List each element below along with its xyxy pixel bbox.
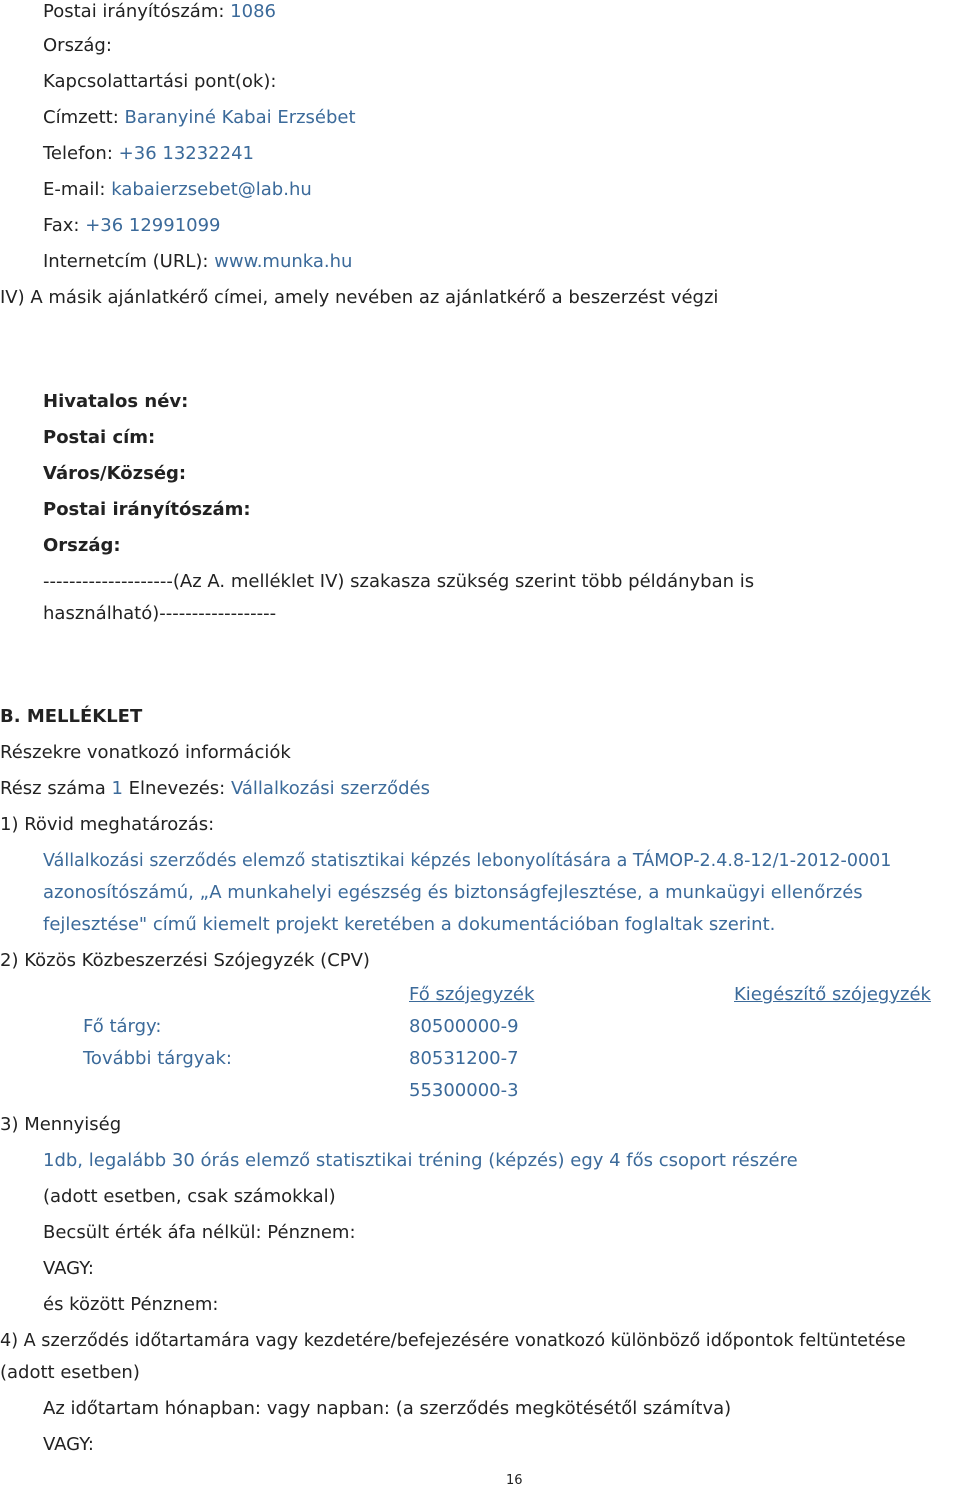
main-object-code: 80500000-9 [409, 1016, 519, 1037]
short-desc-label: 1) Rövid meghatározás: [0, 814, 215, 835]
section-note-line1: --------------------(Az A. melléklet IV) szakasza szükség szerint több példányban is [43, 571, 755, 592]
short-desc-line: fejlesztése" című kiemelt projekt keretében a dokumentációban foglaltak szerint. [43, 914, 776, 935]
duration-months-line: Az időtartam hónapban: vagy napban: (a szerződés megkötésétől számítva) [43, 1398, 732, 1419]
part-number-value: 1 [111, 778, 123, 799]
duration-heading-line1: 4) A szerződés időtartamára vagy kezdetére/befejezésére vonatkozó különböző időpontok feltüntetése [0, 1331, 906, 1351]
page-number: 16 [506, 1473, 523, 1488]
email-line: E-mail: kabaierzsebet@lab.hu [43, 179, 312, 200]
short-desc-line: azonosítószámú, „A munkahelyi egészség és biztonságfejlesztése, a munkaügyi ellenőrzés [43, 882, 863, 903]
official-name-label: Hivatalos név: [43, 391, 189, 412]
cpv-main-header: Fő szójegyzék [409, 984, 535, 1005]
addressee-line: Címzett: Baranyiné Kabai Erzsébet [43, 107, 356, 128]
country-label: Ország: [43, 535, 121, 556]
short-desc-line: Vállalkozási szerződés elemző statisztikai képzés lebonyolítására a TÁMOP-2.4.8-12/1-2012-0001 [43, 851, 892, 871]
country-line: Ország: [43, 35, 112, 56]
section-iv-heading: IV) A másik ajánlatkérő címei, amely nevében az ajánlatkérő a beszerzést végzi [0, 287, 719, 308]
duration-heading-line2: (adott esetben) [0, 1362, 140, 1383]
cpv-supp-header: Kiegészítő szójegyzék [734, 984, 931, 1005]
url-link[interactable]: www.munka.hu [214, 251, 353, 272]
contact-points-line: Kapcsolattartási pont(ok): [43, 71, 277, 92]
fax-line: Fax: +36 12991099 [43, 215, 221, 236]
or-label: VAGY: [43, 1258, 94, 1279]
additional-code: 80531200-7 [409, 1048, 519, 1069]
or-label: VAGY: [43, 1434, 94, 1455]
phone-line: Telefon: +36 13232241 [43, 143, 254, 164]
part-name-value: Vállalkozási szerződés [230, 778, 430, 799]
addressee-value: Baranyiné Kabai Erzsébet [124, 107, 356, 128]
postal-code-value: 1086 [230, 1, 276, 22]
postal-address-label: Postai cím: [43, 427, 156, 448]
additional-objects-label: További tárgyak: [83, 1048, 232, 1069]
url-line: Internetcím (URL): www.munka.hu [43, 251, 353, 272]
phone-value: +36 13232241 [118, 143, 254, 164]
quantity-value: 1db, legalább 30 órás elemző statisztikai tréning (képzés) egy 4 fős csoport részére [43, 1150, 798, 1171]
part-line: Rész száma 1 Elnevezés: Vállalkozási szerződés [0, 778, 430, 799]
main-object-label: Fő tárgy: [83, 1016, 162, 1037]
numbers-only-note: (adott esetben, csak számokkal) [43, 1186, 336, 1207]
city-label: Város/Község: [43, 463, 187, 484]
cpv-label: 2) Közös Közbeszerzési Szójegyzék (CPV) [0, 950, 370, 971]
annex-b-title: B. MELLÉKLET [0, 706, 143, 727]
section-note-line2: használható)------------------ [43, 603, 277, 624]
quantity-label: 3) Mennyiség [0, 1114, 122, 1135]
between-currency-label: és között Pénznem: [43, 1294, 219, 1315]
estimated-value-label: Becsült érték áfa nélkül: Pénznem: [43, 1222, 356, 1243]
additional-code: 55300000-3 [409, 1080, 519, 1101]
fax-value: +36 12991099 [85, 215, 221, 236]
email-link[interactable]: kabaierzsebet@lab.hu [111, 179, 312, 200]
annex-b-subtitle: Részekre vonatkozó információk [0, 742, 291, 763]
postal-code-line: Postai irányítószám: 1086 [43, 1, 276, 22]
postal-code-label: Postai irányítószám: [43, 499, 251, 520]
